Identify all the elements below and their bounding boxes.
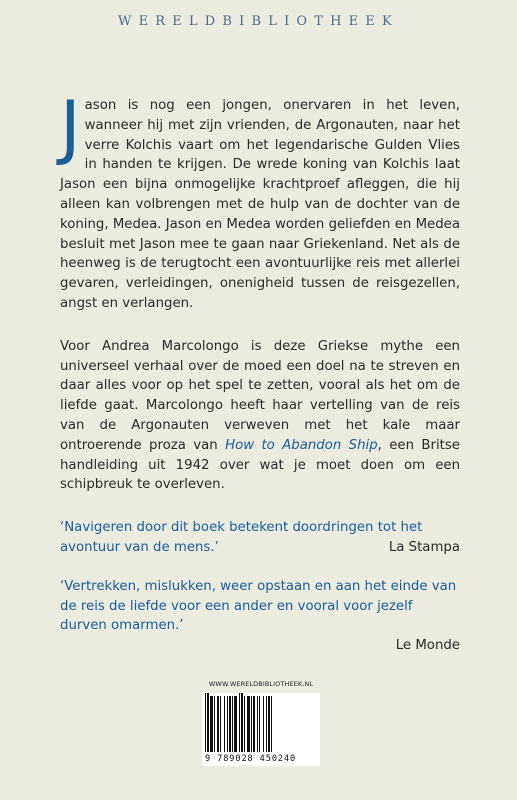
synopsis-paragraph-1 <box>60 86 460 314</box>
barcode-bar <box>234 696 237 752</box>
book-title-reference: How to Abandon Ship <box>225 437 378 453</box>
synopsis-paragraph-2 <box>60 337 460 495</box>
barcode-bar <box>259 696 260 752</box>
quote-source: Le Monde <box>395 638 460 654</box>
barcode-bar <box>244 696 245 752</box>
barcode-bar <box>227 696 228 752</box>
review-quote-1 <box>60 518 460 558</box>
barcode-bar <box>210 696 213 752</box>
isbn-number: 9 789028 450240 <box>205 754 297 764</box>
barcode-bar <box>205 693 206 752</box>
synopsis-text-2b: , een Britse handleiding uit 1942 over wat je moet doen om een schipbreuk te overleven. <box>60 437 460 493</box>
barcode-bar <box>251 696 252 752</box>
barcode-bar <box>257 696 258 752</box>
back-cover-text <box>60 86 460 675</box>
publisher-name: WERELDBIBLIOTHEEK <box>118 14 399 29</box>
barcode <box>202 693 320 766</box>
drop-cap: J <box>60 86 81 168</box>
synopsis-text-1: ason is nog een jongen, onervaren in het leven, wanneer hij met zijn vrienden, de Argonauten, naar het verre Kolchis vaart om het legendarische Gulden Vlies in handen te krijgen. De wrede koning van Kolchis laat Jason een bijna onmogelijke krachtproef afleggen, die hij alleen kan volbrengen met de hulp van de dochter van de koning, Medea. Jason en Medea worden geliefden en Medea besluit met Jason mee te gaan naar Griekenland. Net als de heenweg is de terugtocht een avontuurlijke reis met allerlei gevaren, verleidingen, onenigheid tussen de reisgezellen, angst en verlangen. <box>60 98 460 311</box>
barcode-bars <box>205 696 317 752</box>
barcode-space <box>272 693 274 752</box>
barcode-bar <box>266 696 267 752</box>
barcode-bar <box>247 696 250 752</box>
barcode-bar <box>220 696 221 752</box>
barcode-bar <box>241 693 243 752</box>
barcode-bar <box>239 693 240 752</box>
barcode-bar <box>214 696 215 752</box>
barcode-bar <box>263 696 264 752</box>
barcode-bar <box>253 696 255 752</box>
barcode-bar <box>217 696 219 752</box>
quote-text: ‘Navigeren door dit boek betekent doordringen tot het avontuur van de mens.’ <box>60 520 423 555</box>
barcode-bar <box>268 696 270 752</box>
review-quote-2 <box>60 577 460 656</box>
barcode-bar <box>224 696 225 752</box>
quote-source: La Stampa <box>388 539 460 555</box>
synopsis-text-2a: Voor Andrea Marcolongo is deze Griekse mythe een universeel verhaal over de moed een doel na te streven en daar alles voor op het spel te zetten, vooral als het om de liefde gaat. Marcolongo heeft haar vertelling van de reis van de Argonauten verweven met het kale maar ontroerende proza van <box>60 338 460 453</box>
barcode-bar <box>229 696 231 752</box>
website-url: WWW.WERELDBIBLIOTHEEK.NL <box>208 680 314 688</box>
quote-text: ‘Vertrekken, mislukken, weer opstaan en aan het einde van de reis de liefde voor een ander en vooral voor jezelf durven omarmen.’ <box>60 578 457 634</box>
barcode-block <box>202 680 320 766</box>
barcode-bar <box>232 696 233 752</box>
barcode-bar <box>207 693 209 752</box>
